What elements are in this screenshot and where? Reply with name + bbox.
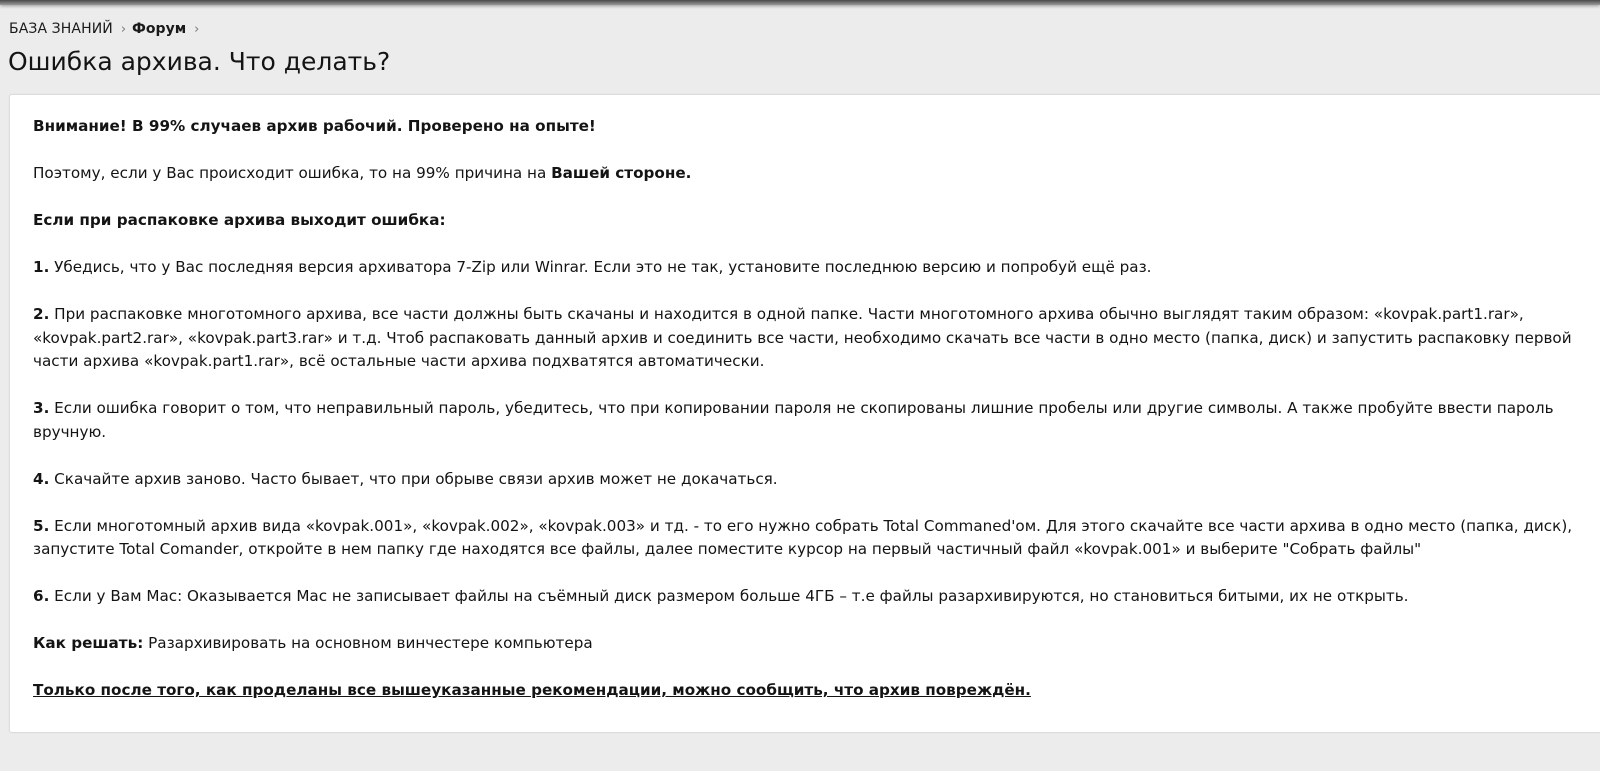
intro-text: Поэтому, если у Вас происходит ошибка, то на 99% причина на [33,164,552,182]
subheading-paragraph [33,209,1573,233]
page-title: Ошибка архива. Что делать? [8,47,391,76]
item-text: Убедись, что у Вас последняя версия архиватора 7-Zip или Winrar. Если это не так, установите последнюю версию и попробуй ещё раз. [49,258,1152,276]
chevron-right-icon: › [120,21,127,37]
list-item [33,515,1573,562]
solution-text: Разархивировать на основном винчестере компьютера [143,634,593,652]
list-item [33,468,1573,492]
chevron-right-icon: › [194,21,200,37]
breadcrumb-knowledge-base-link[interactable]: БАЗА ЗНАНИЙ [9,21,113,37]
intro-paragraph [33,162,1573,186]
list-item [33,397,1573,444]
solution-label: Как решать: [33,634,144,652]
article-body [33,115,1573,703]
window-top-edge [0,0,1600,5]
item-text: Если многотомный архив вида «kovpak.001», «kovpak.002», «kovpak.003» и тд. - то его нужно собрать Total Commaned'ом. Для этого скачайте все части архива в одно место (папка, диск), запустите Total Comander, откройте в нем папку где находятся все файлы, далее поместите курсор на первый частичный файл «kovpak.001» и выберите "Собрать файлы" [33,516,1573,558]
solution-paragraph [33,632,1573,656]
item-number: 5. [33,516,50,535]
list-item [33,256,1573,280]
item-number: 3. [33,399,50,417]
item-number: 2. [33,305,50,323]
item-text: Если у Вам Mac: Оказывается Mac не записывает файлы на съёмный диск размером больше 4ГБ – т.е файлы разархивируются, но становиться битыми, их не открыть. [49,587,1409,605]
subheading-text: Если при распаковке архива выходит ошибка: [33,211,446,229]
breadcrumb-forum-link[interactable]: Форум [132,21,187,37]
warning-text: Внимание! В 99% случаев архив рабочий. Проверено на опыте! [33,117,596,135]
article-card [9,94,1600,733]
item-text: Скачайте архив заново. Часто бывает, что при обрыве связи архив может не докачаться. [49,469,778,488]
final-note-text: Только после того, как проделаны все вышеуказанные рекомендации, можно сообщить, что архив повреждён. [33,681,1031,699]
list-item [33,303,1573,374]
item-number: 4. [33,469,50,488]
list-item [33,585,1573,609]
intro-bold-text: Вашей стороне. [551,164,692,182]
item-text: При распаковке многотомного архива, все части должны быть скачаны и находится в одной папке. Части многотомного архива обычно выглядят таким образом: «kovpak.part1.rar», «kovpak.part2.rar», «kovpak.part3.rar» и т.д. Чтоб распаковать данный архив и соединить все части, необходимо скачать все части в одно место (папка, диск) и запустить распаковку первой части архива «kovpak.part1.rar», всё остальные части архива подхватятся автоматически. [33,305,1572,370]
item-number: 6. [33,587,50,605]
warning-paragraph [33,115,1573,139]
final-note-paragraph [33,679,1573,703]
breadcrumb [9,19,205,39]
item-number: 1. [33,258,50,276]
item-text: Если ошибка говорит о том, что неправильный пароль, убедитесь, что при копировании пароля не скопированы лишние пробелы или другие символы. А также пробуйте ввести пароль вручную. [33,399,1554,441]
